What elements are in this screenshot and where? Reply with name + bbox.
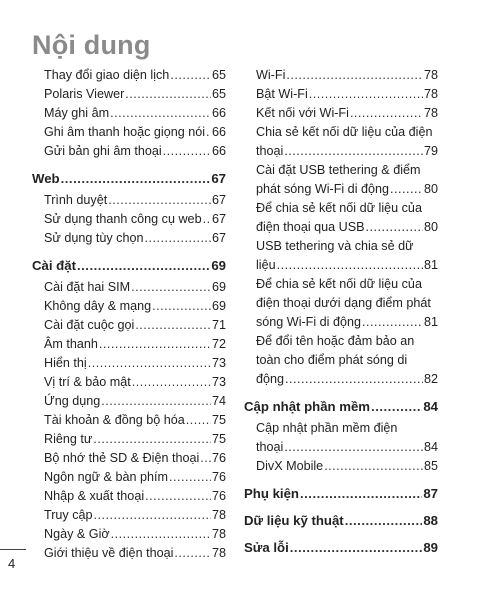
toc-entry-label: sóng Wi-Fi di động [256, 315, 361, 329]
toc-entry [32, 487, 226, 506]
toc-section-heading [32, 256, 226, 275]
toc-page-number: 78 [211, 508, 226, 522]
toc-entry-last-line [256, 218, 438, 237]
toc-entry-label: Kết nối với Wi-Fi [256, 106, 349, 120]
toc-leader-dots [108, 191, 211, 210]
toc-section-heading [32, 169, 226, 188]
toc-entry-label: Ngày & Giờ [44, 527, 110, 541]
toc-page-number: 66 [211, 144, 226, 158]
toc-leader-dots [277, 256, 423, 275]
toc-entry-last-line [256, 180, 438, 199]
toc-entry [244, 123, 438, 161]
toc-entry-line: Để chia sẻ kết nối dữ liệu của [256, 201, 422, 215]
toc-entry-label: Thay đổi giao diện lịch [44, 68, 170, 82]
toc-entry-label: Máy ghi âm [44, 106, 110, 120]
toc-leader-dots [94, 506, 211, 525]
toc-entry-label: Nhập & xuất thoại [44, 489, 145, 503]
toc-leader-dots [131, 278, 211, 297]
toc-entry-last-line [256, 256, 438, 275]
toc-entry-label: Phụ kiện [244, 486, 299, 501]
toc-page-number: 75 [211, 432, 226, 446]
toc-entry [32, 297, 226, 316]
toc-entry-last-line [256, 438, 438, 457]
toc-entry [32, 123, 226, 142]
toc-leader-dots [285, 370, 423, 389]
toc-leader-dots [309, 85, 423, 104]
toc-page-number: 73 [211, 375, 226, 389]
toc-entry-line: Cập nhật phần mềm điện [256, 421, 398, 435]
toc-page-number: 80 [423, 182, 438, 196]
toc-leader-dots [111, 525, 211, 544]
toc-entry [32, 191, 226, 210]
toc-page-number: 89 [423, 540, 438, 555]
toc-page-number: 73 [211, 356, 226, 370]
toc-entry [32, 85, 226, 104]
toc-page-number: 76 [211, 470, 226, 484]
toc-page-number: 66 [211, 106, 226, 120]
toc-entry [32, 210, 226, 229]
toc-right-column [244, 66, 438, 560]
toc-entry-label: Sử dụng thanh công cụ web [44, 212, 202, 226]
toc-entry-label: Âm thanh [44, 337, 98, 351]
toc-entry [32, 468, 226, 487]
toc-entry-label: Web [32, 171, 60, 186]
toc-leader-dots [284, 142, 423, 161]
toc-page-number: 65 [211, 68, 226, 82]
toc-leader-dots [145, 487, 211, 506]
toc-entry-label: Vị trí & bảo mật [44, 375, 131, 389]
toc-entry-label: Ghi âm thanh hoặc giọng nói [44, 125, 206, 139]
toc-leader-dots [169, 468, 211, 487]
toc-leader-dots [101, 392, 211, 411]
toc-page-number: 78 [211, 527, 226, 541]
toc-entry-label: Gửi bản ghi âm thoại [44, 144, 162, 158]
toc-entry-label: Giới thiệu về điện thoại [44, 546, 174, 560]
toc-section-heading [244, 511, 438, 530]
toc-leader-dots [371, 397, 422, 416]
toc-entry [32, 506, 226, 525]
toc-section-heading [244, 484, 438, 503]
toc-entry-label: Cài đặt [32, 258, 76, 273]
toc-page-number: 72 [211, 337, 226, 351]
toc-leader-dots [200, 449, 211, 468]
toc-entry-label: Truy cập [44, 508, 93, 522]
toc-page-number: 87 [423, 486, 438, 501]
toc-entry-line: Để đổi tên hoặc đảm bảo an [256, 334, 415, 348]
toc-leader-dots [324, 457, 423, 476]
toc-entry [244, 66, 438, 85]
toc-leader-dots [300, 484, 422, 503]
toc-leader-dots [286, 66, 423, 85]
toc-entry-line: Cài đặt USB tethering & điểm [256, 163, 421, 177]
toc-entry-line: điện thoại dưới dạng điểm phát [256, 296, 431, 310]
toc-leader-dots [88, 354, 211, 373]
toc-page-number: 81 [423, 315, 438, 329]
toc-entry [32, 229, 226, 248]
toc-page-number: 67 [211, 212, 226, 226]
toc-entry-label: Ngôn ngữ & bàn phím [44, 470, 168, 484]
toc-entry-label: Cài đặt cuộc gọi [44, 318, 135, 332]
toc-entry-label: Polaris Viewer [44, 87, 125, 101]
toc-entry-line: Chia sẻ kết nối dữ liệu của điện [256, 125, 433, 139]
toc-entry [32, 430, 226, 449]
toc-page-number: 84 [423, 399, 438, 414]
toc-entry [32, 373, 226, 392]
toc-entry [244, 419, 438, 457]
toc-entry [32, 142, 226, 161]
toc-entry-label: Tài khoản & đồng bộ hóa [44, 413, 185, 427]
toc-entry-last-line [256, 142, 438, 161]
toc-entry-label: Cập nhật phần mềm [244, 399, 371, 414]
toc-leader-dots [110, 104, 211, 123]
toc-page-number: 67 [211, 193, 226, 207]
toc-leader-dots [186, 411, 211, 430]
toc-page-number: 85 [423, 459, 438, 473]
toc-page-number: 88 [423, 513, 438, 528]
toc-entry-label: phát sóng Wi-Fi di động [256, 182, 390, 196]
toc-page-number: 78 [211, 546, 226, 560]
toc-entry-label: Wi-Fi [256, 68, 286, 82]
toc-leader-dots [132, 373, 211, 392]
footer-rule [0, 549, 26, 550]
toc-entry-label: Riêng tư [44, 432, 93, 446]
toc-entry-label: thoại [256, 440, 284, 454]
toc-page-number: 69 [211, 280, 226, 294]
toc-entry [244, 199, 438, 237]
toc-page-number: 80 [423, 220, 438, 234]
toc-page-number: 78 [423, 106, 438, 120]
toc-entry-label: Hiển thị [44, 356, 87, 370]
page-number: 4 [8, 556, 16, 571]
toc-entry-label: Bộ nhớ thẻ SD & Điện thoại [44, 451, 200, 465]
toc-page-number: 67 [211, 231, 226, 245]
toc-entry [244, 332, 438, 389]
toc-entry-label: điện thoại qua USB [256, 220, 365, 234]
toc-entry [32, 354, 226, 373]
toc-page-number: 76 [211, 489, 226, 503]
toc-entry-label: DivX Mobile [256, 459, 324, 473]
toc-leader-dots [206, 123, 211, 142]
toc-entry-label: Trình duyệt [44, 193, 108, 207]
toc-entry-last-line [256, 313, 438, 332]
toc-entry-label: Sửa lỗi [244, 540, 289, 555]
toc-page-number: 65 [211, 87, 226, 101]
toc-entry-label: động [256, 372, 285, 386]
toc-entry-label: liệu [256, 258, 276, 272]
toc-entry [32, 449, 226, 468]
toc-entry [32, 544, 226, 563]
toc-page-number: 81 [423, 258, 438, 272]
toc-leader-dots [203, 210, 211, 229]
toc-page-number: 67 [211, 171, 226, 186]
toc-leader-dots [163, 142, 211, 161]
toc-entry-last-line [256, 370, 438, 389]
toc-leader-dots [77, 256, 210, 275]
toc-entry [244, 275, 438, 332]
toc-entry-label: Ứng dụng [44, 394, 101, 408]
toc-leader-dots [99, 335, 211, 354]
toc-page-number: 69 [211, 258, 226, 273]
toc-entry-label: Không dây & mạng [44, 299, 152, 313]
toc-leader-dots [345, 511, 423, 530]
toc-left-column [32, 66, 226, 563]
toc-leader-dots [144, 229, 211, 248]
toc-entry [32, 411, 226, 430]
toc-page-number: 66 [211, 125, 226, 139]
toc-entry-label: Cài đặt hai SIM [44, 280, 131, 294]
toc-section-heading [244, 538, 438, 557]
toc-page-number: 71 [211, 318, 226, 332]
toc-entry [244, 161, 438, 199]
toc-entry [32, 525, 226, 544]
toc-entry-label: Bật Wi-Fi [256, 87, 308, 101]
toc-page-number: 82 [423, 372, 438, 386]
toc-entry-line: USB tethering và chia sẻ dữ [256, 239, 414, 253]
toc-entry-line: toàn cho điểm phát sóng di [256, 353, 408, 367]
toc-section-heading [244, 397, 438, 416]
toc-page-number: 74 [211, 394, 226, 408]
toc-entry-label: Sử dụng tùy chọn [44, 231, 144, 245]
toc-entry [244, 237, 438, 275]
toc-entry [244, 85, 438, 104]
toc-entry [32, 66, 226, 85]
toc-leader-dots [152, 297, 211, 316]
toc-entry [32, 335, 226, 354]
toc-entry [244, 104, 438, 123]
toc-leader-dots [125, 85, 211, 104]
toc-page-number: 69 [211, 299, 226, 313]
toc-leader-dots [174, 544, 211, 563]
toc-page-number: 78 [423, 68, 438, 82]
toc-entry [244, 457, 438, 476]
toc-entry-label: Dữ liệu kỹ thuật [244, 513, 344, 528]
toc-leader-dots [290, 538, 423, 557]
toc-page-number: 78 [423, 87, 438, 101]
toc-leader-dots [284, 438, 423, 457]
toc-entry [32, 104, 226, 123]
toc-leader-dots [93, 430, 211, 449]
toc-leader-dots [350, 104, 423, 123]
toc-entry [32, 392, 226, 411]
toc-entry [32, 278, 226, 297]
page-title: Nội dung [32, 30, 151, 60]
toc-leader-dots [61, 169, 211, 188]
toc-page-number: 84 [423, 440, 438, 454]
toc-leader-dots [170, 66, 211, 85]
toc-page-number: 79 [423, 144, 438, 158]
toc-leader-dots [362, 313, 423, 332]
toc-entry-line: Để chia sẻ kết nối dữ liệu của [256, 277, 422, 291]
toc-leader-dots [366, 218, 423, 237]
toc-leader-dots [135, 316, 211, 335]
toc-page-number: 75 [211, 413, 226, 427]
toc-entry [32, 316, 226, 335]
toc-leader-dots [390, 180, 423, 199]
toc-entry-label: thoại [256, 144, 284, 158]
toc-page-number: 76 [211, 451, 226, 465]
